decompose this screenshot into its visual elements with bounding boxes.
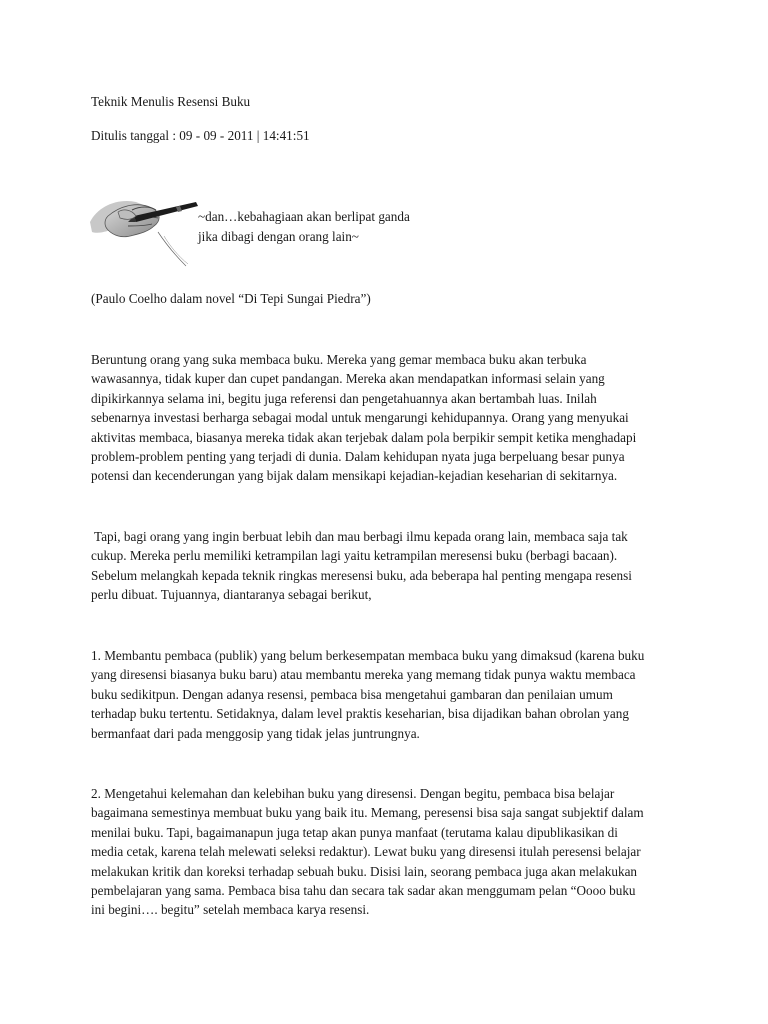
paragraph-point-2 (91, 784, 691, 920)
paragraph-point-1 (91, 646, 691, 743)
paragraph-line: dipikirkannya selama ini, begitu juga referensi dan pengetahuannya akan bertambah luas. Inilah (91, 390, 597, 406)
paragraph-line: problem-problem penting yang terjadi di dunia. Dalam kehidupan nyata juga berpeluang besar punya (91, 449, 625, 465)
quote-line: jika dibagi dengan orang lain~ (198, 228, 359, 244)
paragraph-line: media cetak, karena telah melewati seleksi redaktur). Lewat buku yang diresensi itulah peresensi belajar (91, 844, 641, 860)
paragraph-line: bermanfaat dari pada menggosip yang tidak jelas juntrungnya. (91, 725, 420, 741)
paragraph-purpose (91, 527, 691, 605)
paragraph-line: menilai buku. Tapi, bagaimanapun juga tetap akan punya manfaat (terutama kalau dipublikasikan di (91, 824, 618, 840)
quote-line: ~dan…kebahagiaan akan berlipat ganda (198, 209, 410, 224)
paragraph-intro (91, 350, 691, 486)
paragraph-line: Tapi, bagi orang yang ingin berbuat lebih dan mau berbagi ilmu kepada orang lain, membaca saja tak (91, 529, 628, 544)
paragraph-line: 1. Membantu pembaca (publik) yang belum berkesempatan membaca buku yang dimaksud (karena buku (91, 648, 645, 663)
quote-attribution: (Paulo Coelho dalam novel “Di Tepi Sungai Piedra”) (91, 291, 371, 306)
paragraph-line: sebenarnya investasi berharga sebagai modal untuk mengarungi kehidupannya. Orang yang menyukai (91, 410, 629, 426)
paragraph-line: ini begini…. begitu” setelah membaca karya resensi. (91, 902, 370, 918)
paragraph-line: bagaimana semestinya membuat buku yang baik itu. Memang, peresensi bisa saja sangat subjektif dalam (91, 805, 644, 821)
paragraph-line: potensi dan kecenderungan yang bijak dalam mensikapi kejadian-kejadian keseharian di sekitarnya. (91, 468, 618, 484)
paragraph-line: buku sedikitpun. Dengan adanya resensi, pembaca bisa mengetahui gambaran dan penilaian umum (91, 686, 613, 702)
paragraph-line: 2. Mengetahui kelemahan dan kelebihan buku yang diresensi. Dengan begitu, pembaca bisa belajar (91, 786, 615, 801)
paragraph-line: aktivitas membaca, biasanya mereka tidak akan terjebak dalam pola berpikir sempit ketika menghadapi (91, 429, 637, 445)
hand-writing-pen-illustration (88, 192, 200, 272)
paragraph-line: wawasannya, tidak kuper dan cupet pandangan. Mereka akan mendapatkan informasi selain yang (91, 371, 605, 387)
paragraph-line: Sebelum melangkah kepada teknik ringkas meresensi buku, ada beberapa hal penting mengapa resensi (91, 567, 632, 583)
paragraph-line: yang diresensi biasanya buku baru) atau membantu mereka yang memang tidak punya waktu membaca (91, 667, 636, 683)
paragraph-line: perlu dibuat. Tujuannya, diantaranya sebagai berikut, (91, 587, 372, 603)
epigraph-quote (198, 207, 410, 246)
paragraph-line: pembelajaran yang sama. Pembaca bisa tahu dan secara tak sadar akan menggumam pelan “Oooo buku (91, 883, 636, 899)
date-line: Ditulis tanggal : 09 - 09 - 2011 | 14:41:51 (91, 128, 310, 143)
paragraph-line: Beruntung orang yang suka membaca buku. Mereka yang gemar membaca buku akan terbuka (91, 352, 587, 367)
paragraph-line: melakukan kritik dan koreksi terhadap sebuah buku. Disisi lain, seorang pembaca juga akan melakukan (91, 863, 638, 879)
paragraph-line: cukup. Mereka perlu memiliki ketrampilan lagi yaitu ketrampilan meresensi buku (berbagi bacaan). (91, 548, 618, 564)
document-title: Teknik Menulis Resensi Buku (91, 94, 251, 109)
paragraph-line: terhadap buku tertentu. Setidaknya, dalam level praktis keseharian, bisa dijadikan bahan obrolan yang (91, 706, 629, 722)
